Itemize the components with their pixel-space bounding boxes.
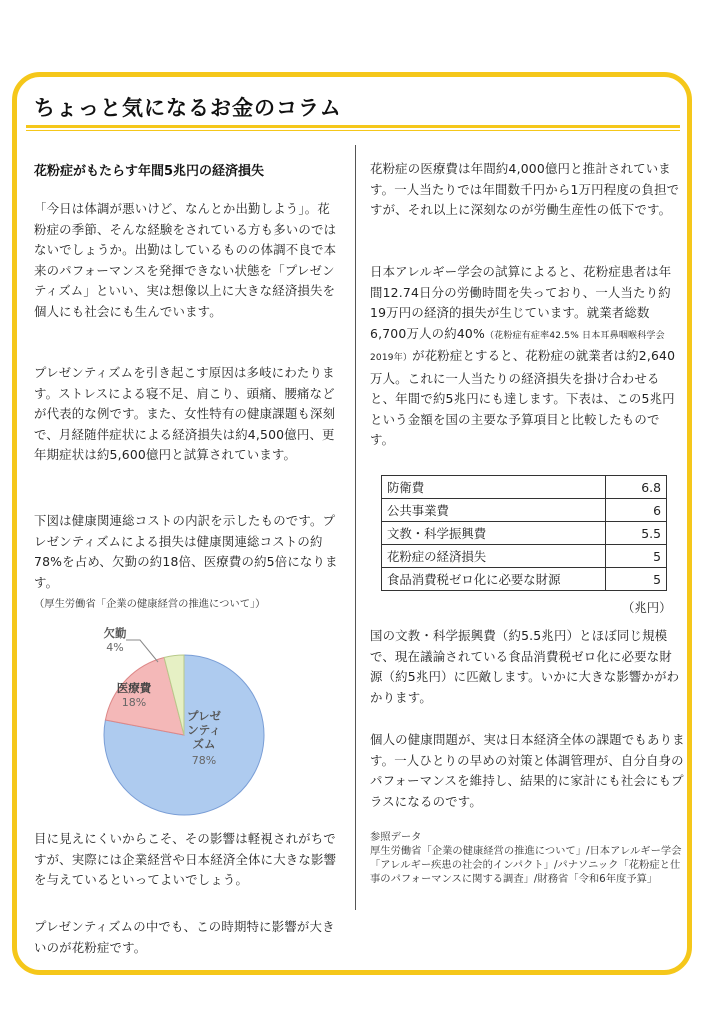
pie-value-label: 18% xyxy=(121,696,147,709)
pie-label: ズム xyxy=(192,737,216,751)
table-item-value: 6.8 xyxy=(606,476,667,499)
right-paragraph-2 xyxy=(370,262,680,451)
pie-label: 欠勤 xyxy=(103,626,127,640)
pie-leader-line xyxy=(126,640,158,662)
title-underline-thin xyxy=(26,130,680,131)
left-paragraph-2: プレゼンティズムを引き起こす原因は多岐にわたります。ストレスによる寝不足、肩こり、頭痛、腰痛などが代表的な例です。また、女性特有の健康課題も深刻で、月経随伴症状による経済損失は約4,500億円、更年期症状は約5,600億円と試算されています。 xyxy=(34,365,336,462)
page-title: ちょっと気になるお金のコラム xyxy=(34,96,342,120)
table-row xyxy=(382,499,667,522)
refs-label: 参照データ xyxy=(370,831,422,843)
title-underline xyxy=(26,125,680,128)
refs-text: 厚生労働省「企業の健康経営の推進について」/日本アレルギー学会「アレルギー疾患の社会的インパクト」/パナソニック「花粉症と仕事のパフォーマンスに関する調査」/財務省「令和6年度予算」 xyxy=(370,845,682,885)
table-item-value: 5 xyxy=(606,545,667,568)
prevalence-note: （花粉症有症率42.5% 日本耳鼻咽喉科学会 2019年） xyxy=(370,330,665,363)
left-paragraph-1: 「今日は体調が悪いけど、なんとか出勤しよう」。花粉症の季節、そんな経験をされている方も多いのではないでしょうか。出勤はしているものの体調不良で本来のパフォーマンスを発揮できない状態を「プレゼンティズム」といい、実は想像以上に大きな経済損失を個人にも社会にも生んでいます。 xyxy=(34,201,337,319)
column-divider xyxy=(355,145,356,910)
right-paragraph-2b: が花粉症とすると、花粉症の就業者は約2,640万人。これに一人当たりの経済損失を掛け合わせると、年間で約5兆円にも達します。下表は、この5兆円という金額を国の主要な予算項目と比較したものです。 xyxy=(370,348,676,447)
table-row xyxy=(382,568,667,591)
pie-value-label: 4% xyxy=(106,641,124,654)
table-item-value: 6 xyxy=(606,499,667,522)
table-item-label: 文教・科学振興費 xyxy=(382,522,606,545)
table-item-label: 防衛費 xyxy=(382,476,606,499)
article-subtitle: 花粉症がもたらす年間5兆円の経済損失 xyxy=(34,164,265,179)
right-paragraph-2a: 日本アレルギー学会の試算によると、花粉症患者は年間12.74日分の労働時間を失っており、一人当たり約19万円の経済的損失が生じています。就業者総数6,700万人の約40% xyxy=(370,264,672,341)
right-paragraph-1: 花粉症の医療費は年間約4,000億円と推計されています。一人当たりでは年間数千円から1万円程度の負担ですが、それ以上に深刻なのが労働生産性の低下です。 xyxy=(370,161,680,217)
chart-source: （厚生労働省「企業の健康経営の推進について」） xyxy=(34,598,266,610)
reference-data xyxy=(370,830,690,886)
table-row xyxy=(382,522,667,545)
health-cost-pie-chart xyxy=(88,620,274,820)
left-paragraph-5: プレゼンティズムの中でも、この時期特に影響が大きいのが花粉症です。 xyxy=(34,919,335,955)
pie-value-label: 78% xyxy=(191,754,217,767)
table-row xyxy=(382,545,667,568)
pie-label: 医療費 xyxy=(116,681,152,695)
table-row xyxy=(382,476,667,499)
table-item-value: 5 xyxy=(606,568,667,591)
budget-comparison-table xyxy=(381,475,667,591)
table-item-value: 5.5 xyxy=(606,522,667,545)
right-paragraph-3: 国の文教・科学振興費（約5.5兆円）とほぼ同じ規模で、現在議論されている食品消費税ゼロ化に必要な財源（約5兆円）に匹敵します。いかに大きな影響かがわかります。 xyxy=(370,628,680,705)
left-paragraph-4: 目に見えにくいからこそ、その影響は軽視されがちですが、実際には企業経営や日本経済全体に大きな影響を与えているといってよいでしょう。 xyxy=(34,831,337,887)
pie-label: プレゼ xyxy=(186,709,222,723)
pie-label: ンティ xyxy=(187,723,221,737)
table-item-label: 食品消費税ゼロ化に必要な財源 xyxy=(382,568,606,591)
left-paragraph-3: 下図は健康関連総コストの内訳を示したものです。プレゼンティズムによる損失は健康関連総コストの約78%を占め、欠勤の約18倍、医療費の約5倍になります。 xyxy=(34,513,338,590)
table-item-label: 花粉症の経済損失 xyxy=(382,545,606,568)
table-unit: （兆円） xyxy=(622,600,672,615)
table-item-label: 公共事業費 xyxy=(382,499,606,522)
right-paragraph-4: 個人の健康問題が、実は日本経済全体の課題でもあります。一人ひとりの早めの対策と体調管理が、自分自身のパフォーマンスを維持し、結果的に家計にも社会にもプラスになるのです。 xyxy=(370,732,685,809)
